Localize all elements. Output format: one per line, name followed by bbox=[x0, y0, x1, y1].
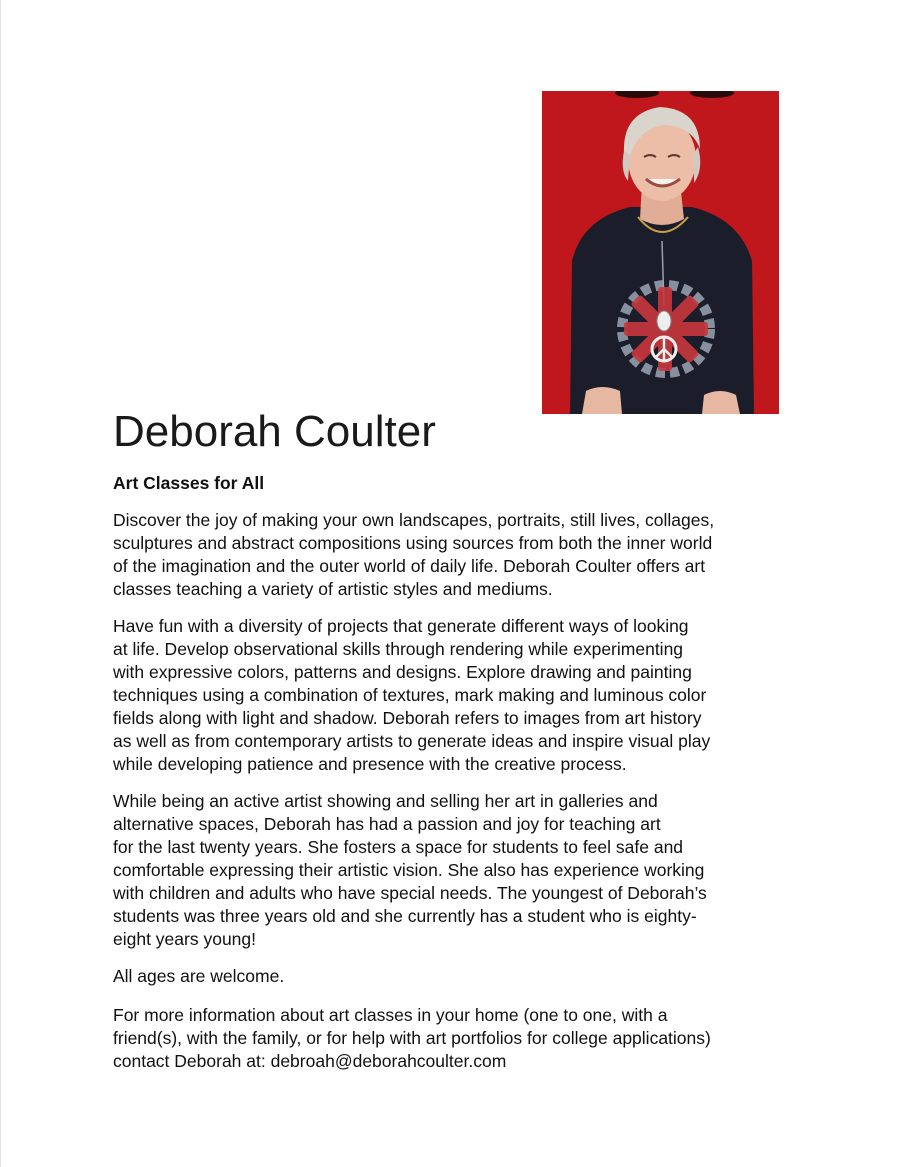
paragraph-line: For more information about art classes in your home (one to one, with a bbox=[113, 1005, 668, 1025]
paragraph-line: Have fun with a diversity of projects that generate different ways of looking bbox=[113, 616, 689, 636]
paragraph-line: with expressive colors, patterns and designs. Explore drawing and painting bbox=[113, 662, 692, 682]
paragraph-line: fields along with light and shadow. Deborah refers to images from art history bbox=[113, 708, 702, 728]
paragraph-ages bbox=[113, 965, 793, 988]
portrait-photo bbox=[542, 91, 779, 414]
contact-line: contact Deborah at: debroah@deborahcoulter.com bbox=[113, 1051, 507, 1071]
paragraph-line: as well as from contemporary artists to generate ideas and inspire visual play bbox=[113, 731, 711, 751]
paragraph-line: classes teaching a variety of artistic styles and mediums. bbox=[113, 579, 553, 599]
paragraph-line: students was three years old and she currently has a student who is eighty- bbox=[113, 906, 697, 926]
paragraph-line: for the last twenty years. She fosters a space for students to feel safe and bbox=[113, 837, 684, 857]
paragraph-line: while developing patience and presence with the creative process. bbox=[113, 754, 627, 774]
portrait-illustration bbox=[542, 91, 779, 414]
paragraph-line: alternative spaces, Deborah has had a passion and joy for teaching art bbox=[113, 814, 661, 834]
paragraph-contact bbox=[113, 1004, 793, 1073]
paragraph-line: comfortable expressing their artistic vision. She also has experience working bbox=[113, 860, 705, 880]
paragraph-experience bbox=[113, 790, 793, 951]
page-title: Deborah Coulter bbox=[113, 407, 436, 456]
subtitle: Art Classes for All bbox=[113, 473, 265, 493]
paragraph-line: While being an active artist showing and selling her art in galleries and bbox=[113, 791, 658, 811]
paragraph-line: All ages are welcome. bbox=[113, 966, 285, 986]
paragraph-line: friend(s), with the family, or for help with art portfolios for college applications) bbox=[113, 1028, 711, 1048]
paragraph-line: Discover the joy of making your own landscapes, portraits, still lives, collages, bbox=[113, 510, 715, 530]
paragraph-line: at life. Develop observational skills through rendering while experimenting bbox=[113, 639, 684, 659]
paragraph-intro bbox=[113, 509, 793, 601]
paragraph-line: with children and adults who have special needs. The youngest of Deborah’s bbox=[113, 883, 707, 903]
paragraph-line: of the imagination and the outer world of daily life. Deborah Coulter offers art bbox=[113, 556, 706, 576]
paragraph-line: techniques using a combination of textures, mark making and luminous color bbox=[113, 685, 707, 705]
paragraph-line: eight years young! bbox=[113, 929, 257, 949]
paragraph-projects bbox=[113, 615, 793, 776]
paragraph-line: sculptures and abstract compositions using sources from both the inner world bbox=[113, 533, 713, 553]
